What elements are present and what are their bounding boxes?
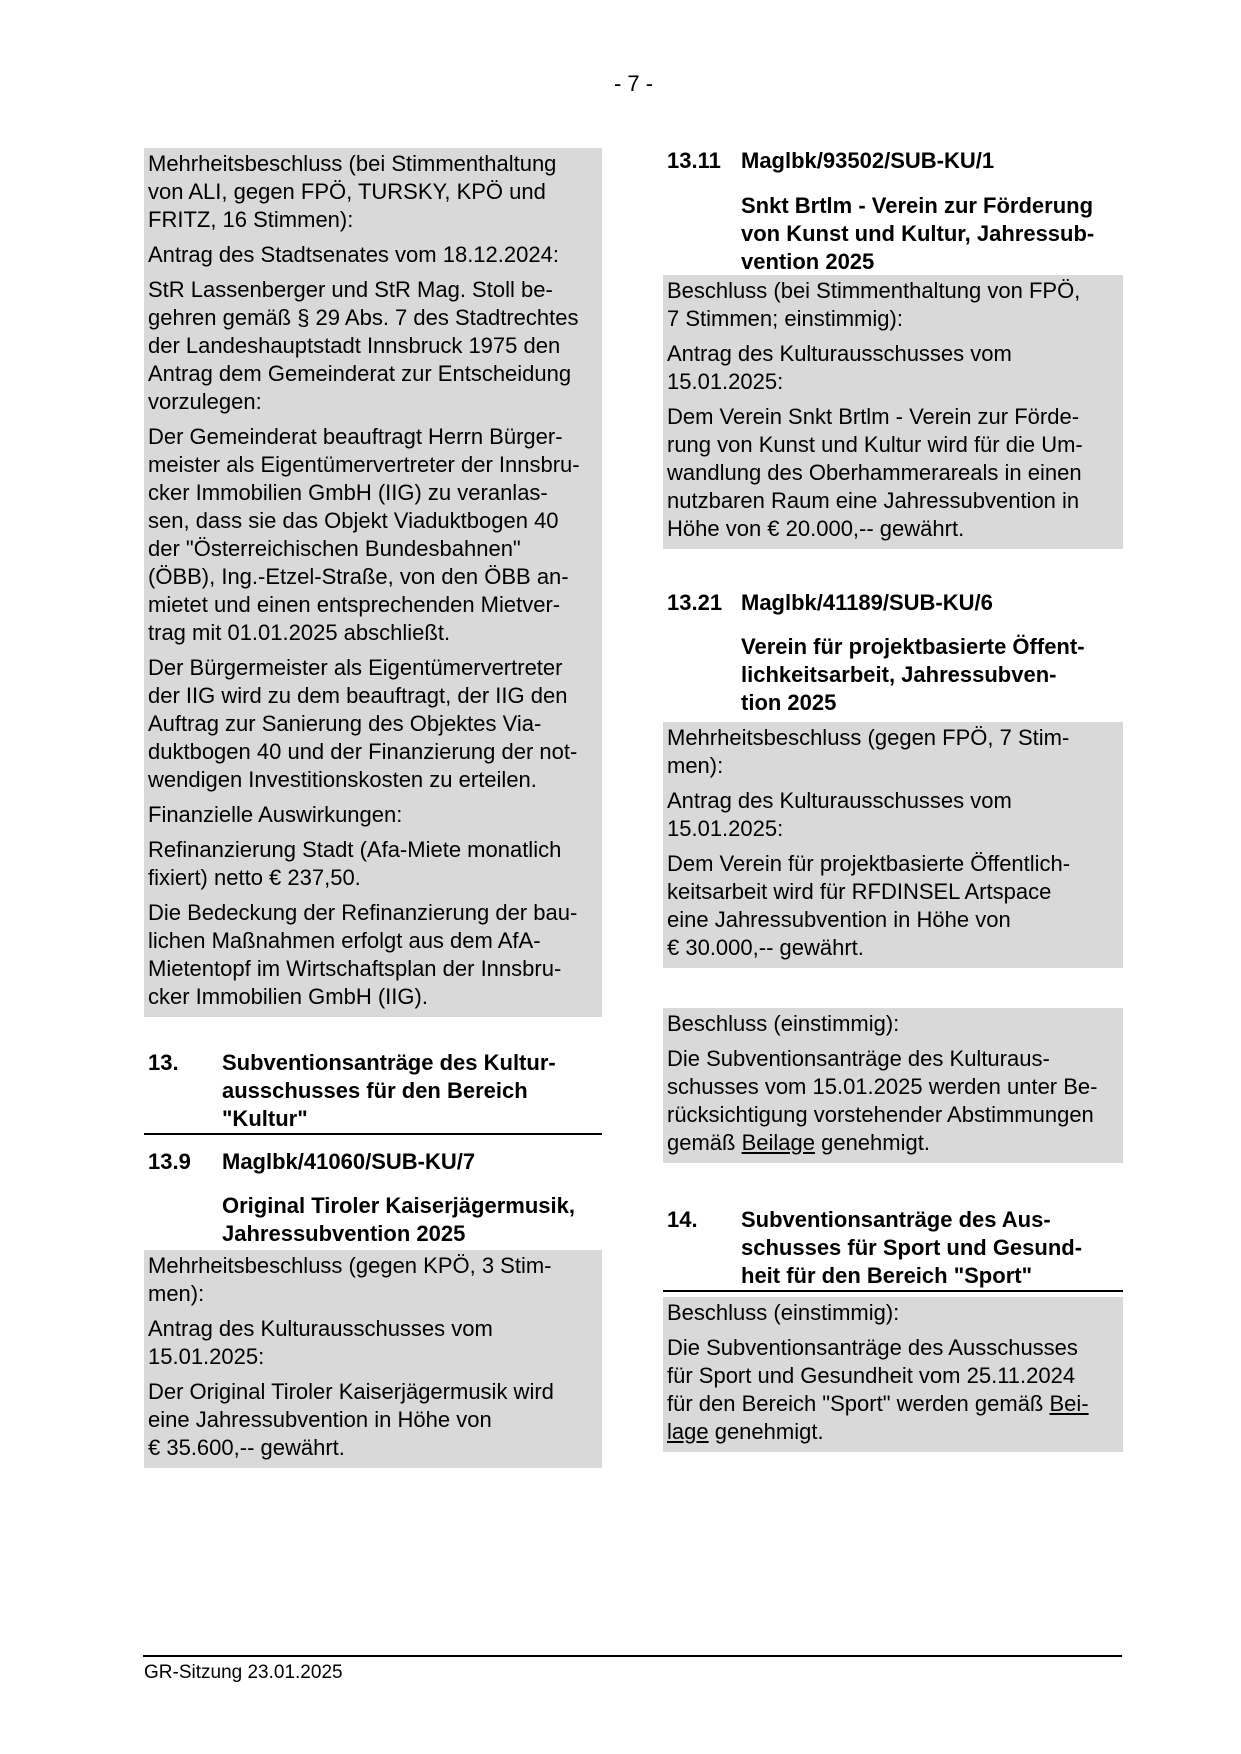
item-13-9-heading: [144, 1148, 602, 1176]
item-13-9-number: 13.9: [148, 1149, 191, 1174]
paragraph: Mehrheitsbeschluss (gegen FPÖ, 7 Stim- men):: [667, 725, 1070, 778]
section-14-title: Subventionsanträge des Aus- schusses für Sport und Gesund- heit für den Bereich "Sport": [741, 1207, 1083, 1288]
section-13-title: Subventionsanträge des Kultur- ausschusses für den Bereich "Kultur": [222, 1050, 556, 1131]
item-13-11-code: Maglbk/93502/SUB-KU/1: [741, 148, 995, 173]
resolution-block-sport-beilage: [663, 1297, 1123, 1452]
item-13-21-subtitle: Verein für projektbasierte Öffent- lichkeitsarbeit, Jahressubven- tion 2025: [741, 634, 1085, 715]
paragraph: Die Subventionsanträge des Kulturaus- schusses vom 15.01.2025 werden unter Be- rücksichtigung vorstehender Abstimmungen gemäß Beilage genehmigt.: [667, 1046, 1098, 1155]
resolution-block-kultur-beilage: [663, 1008, 1123, 1163]
paragraph: Antrag des Kulturausschusses vom 15.01.2025:: [148, 1316, 493, 1369]
paragraph: Der Bürgermeister als Eigentümervertreter der IIG wird zu dem beauftragt, der IIG den Auftrag zur Sanierung des Objektes Via- duktbogen 40 und der Finanzierung der not- wendigen Investitionskosten zu erteilen.: [148, 655, 578, 792]
item-13-21-number: 13.21: [667, 590, 723, 615]
item-13-11-subtitle: Snkt Brtlm - Verein zur Förderung von Kunst und Kultur, Jahressub- vention 2025: [741, 193, 1095, 274]
resolution-block-rfdinsel: [663, 722, 1123, 968]
paragraph: Der Original Tiroler Kaiserjägermusik wird eine Jahressubvention in Höhe von € 35.600,-- gewährt.: [148, 1379, 554, 1460]
item-13-21-code: Maglbk/41189/SUB-KU/6: [741, 590, 993, 615]
paragraph: Beschluss (einstimmig):: [667, 1011, 900, 1036]
section-14-heading: [663, 1206, 1123, 1292]
section-13-heading: [144, 1049, 602, 1135]
item-13-21-heading: [663, 589, 1123, 617]
underlined-text: Beilage: [741, 1130, 815, 1155]
footer-text: GR-Sitzung 23.01.2025: [144, 1662, 343, 1683]
item-13-11-heading: [663, 147, 1123, 175]
paragraph: Beschluss (einstimmig):: [667, 1300, 900, 1325]
footer-rule: [143, 1655, 1122, 1657]
resolution-block-kaiserjaegermusik: [144, 1250, 602, 1468]
paragraph: Dem Verein Snkt Brtlm - Verein zur Förde- rung von Kunst und Kultur wird für die Um- wandlung des Oberhammerareals in einen nutzbaren Raum eine Jahressubvention in Höhe von € 20.000,-- gewährt.: [667, 404, 1083, 541]
underlined-text: Bei-: [1049, 1391, 1089, 1416]
paragraph: Antrag des Kulturausschusses vom 15.01.2025:: [667, 788, 1012, 841]
paragraph: Beschluss (bei Stimmenthaltung von FPÖ, 7 Stimmen; einstimmig):: [667, 278, 1081, 331]
item-13-9-code: Maglbk/41060/SUB-KU/7: [222, 1149, 476, 1174]
paragraph: Mehrheitsbeschluss (bei Stimmenthaltung von ALI, gegen FPÖ, TURSKY, KPÖ und FRITZ, 16 Stimmen):: [148, 151, 557, 232]
underlined-text: lage: [667, 1419, 709, 1444]
paragraph: Die Subventionsanträge des Ausschusses für Sport und Gesundheit vom 25.11.2024 für den Bereich "Sport" werden gemäß Bei- lage genehmigt.: [667, 1335, 1089, 1444]
item-13-9-subtitle: Original Tiroler Kaiserjägermusik, Jahressubvention 2025: [222, 1193, 575, 1246]
paragraph: StR Lassenberger und StR Mag. Stoll be- gehren gemäß § 29 Abs. 7 des Stadtrechtes der Landeshauptstadt Innsbruck 1975 den Antrag dem Gemeinderat zur Entscheidung vorzulegen:: [148, 277, 579, 414]
paragraph: Der Gemeinderat beauftragt Herrn Bürger- meister als Eigentümervertreter der Innsbru- cker Immobilien GmbH (IIG) zu veranlas- sen, dass sie das Objekt Viaduktbogen 40 der "Österreichischen Bundesbahnen" (ÖBB), Ing.-Etzel-Straße, von den ÖBB an- mietet und einen entsprechenden Mietver- trag mit 01.01.2025 abschließt.: [148, 424, 580, 645]
section-13-number: 13.: [148, 1050, 179, 1075]
paragraph: Antrag des Stadtsenates vom 18.12.2024:: [148, 242, 559, 267]
resolution-block-viaduktbogen: [144, 148, 602, 1017]
paragraph: Finanzielle Auswirkungen:: [148, 802, 403, 827]
paragraph: Mehrheitsbeschluss (gegen KPÖ, 3 Stim- men):: [148, 1253, 552, 1306]
resolution-block-snkt-brtlm: [663, 275, 1123, 549]
paragraph: Dem Verein für projektbasierte Öffentlich- keitsarbeit wird für RFDINSEL Artspace eine Jahressubvention in Höhe von € 30.000,-- gewährt.: [667, 851, 1071, 960]
item-13-11-number: 13.11: [667, 148, 721, 173]
paragraph: Die Bedeckung der Refinanzierung der bau- lichen Maßnahmen erfolgt aus dem AfA- Mietentopf im Wirtschaftsplan der Innsbru- cker Immobilien GmbH (IIG).: [148, 900, 578, 1009]
page-number: - 7 -: [613, 71, 654, 96]
paragraph: Antrag des Kulturausschusses vom 15.01.2025:: [667, 341, 1012, 394]
section-14-number: 14.: [667, 1207, 698, 1232]
paragraph: Refinanzierung Stadt (Afa-Miete monatlich fixiert) netto € 237,50.: [148, 837, 562, 890]
